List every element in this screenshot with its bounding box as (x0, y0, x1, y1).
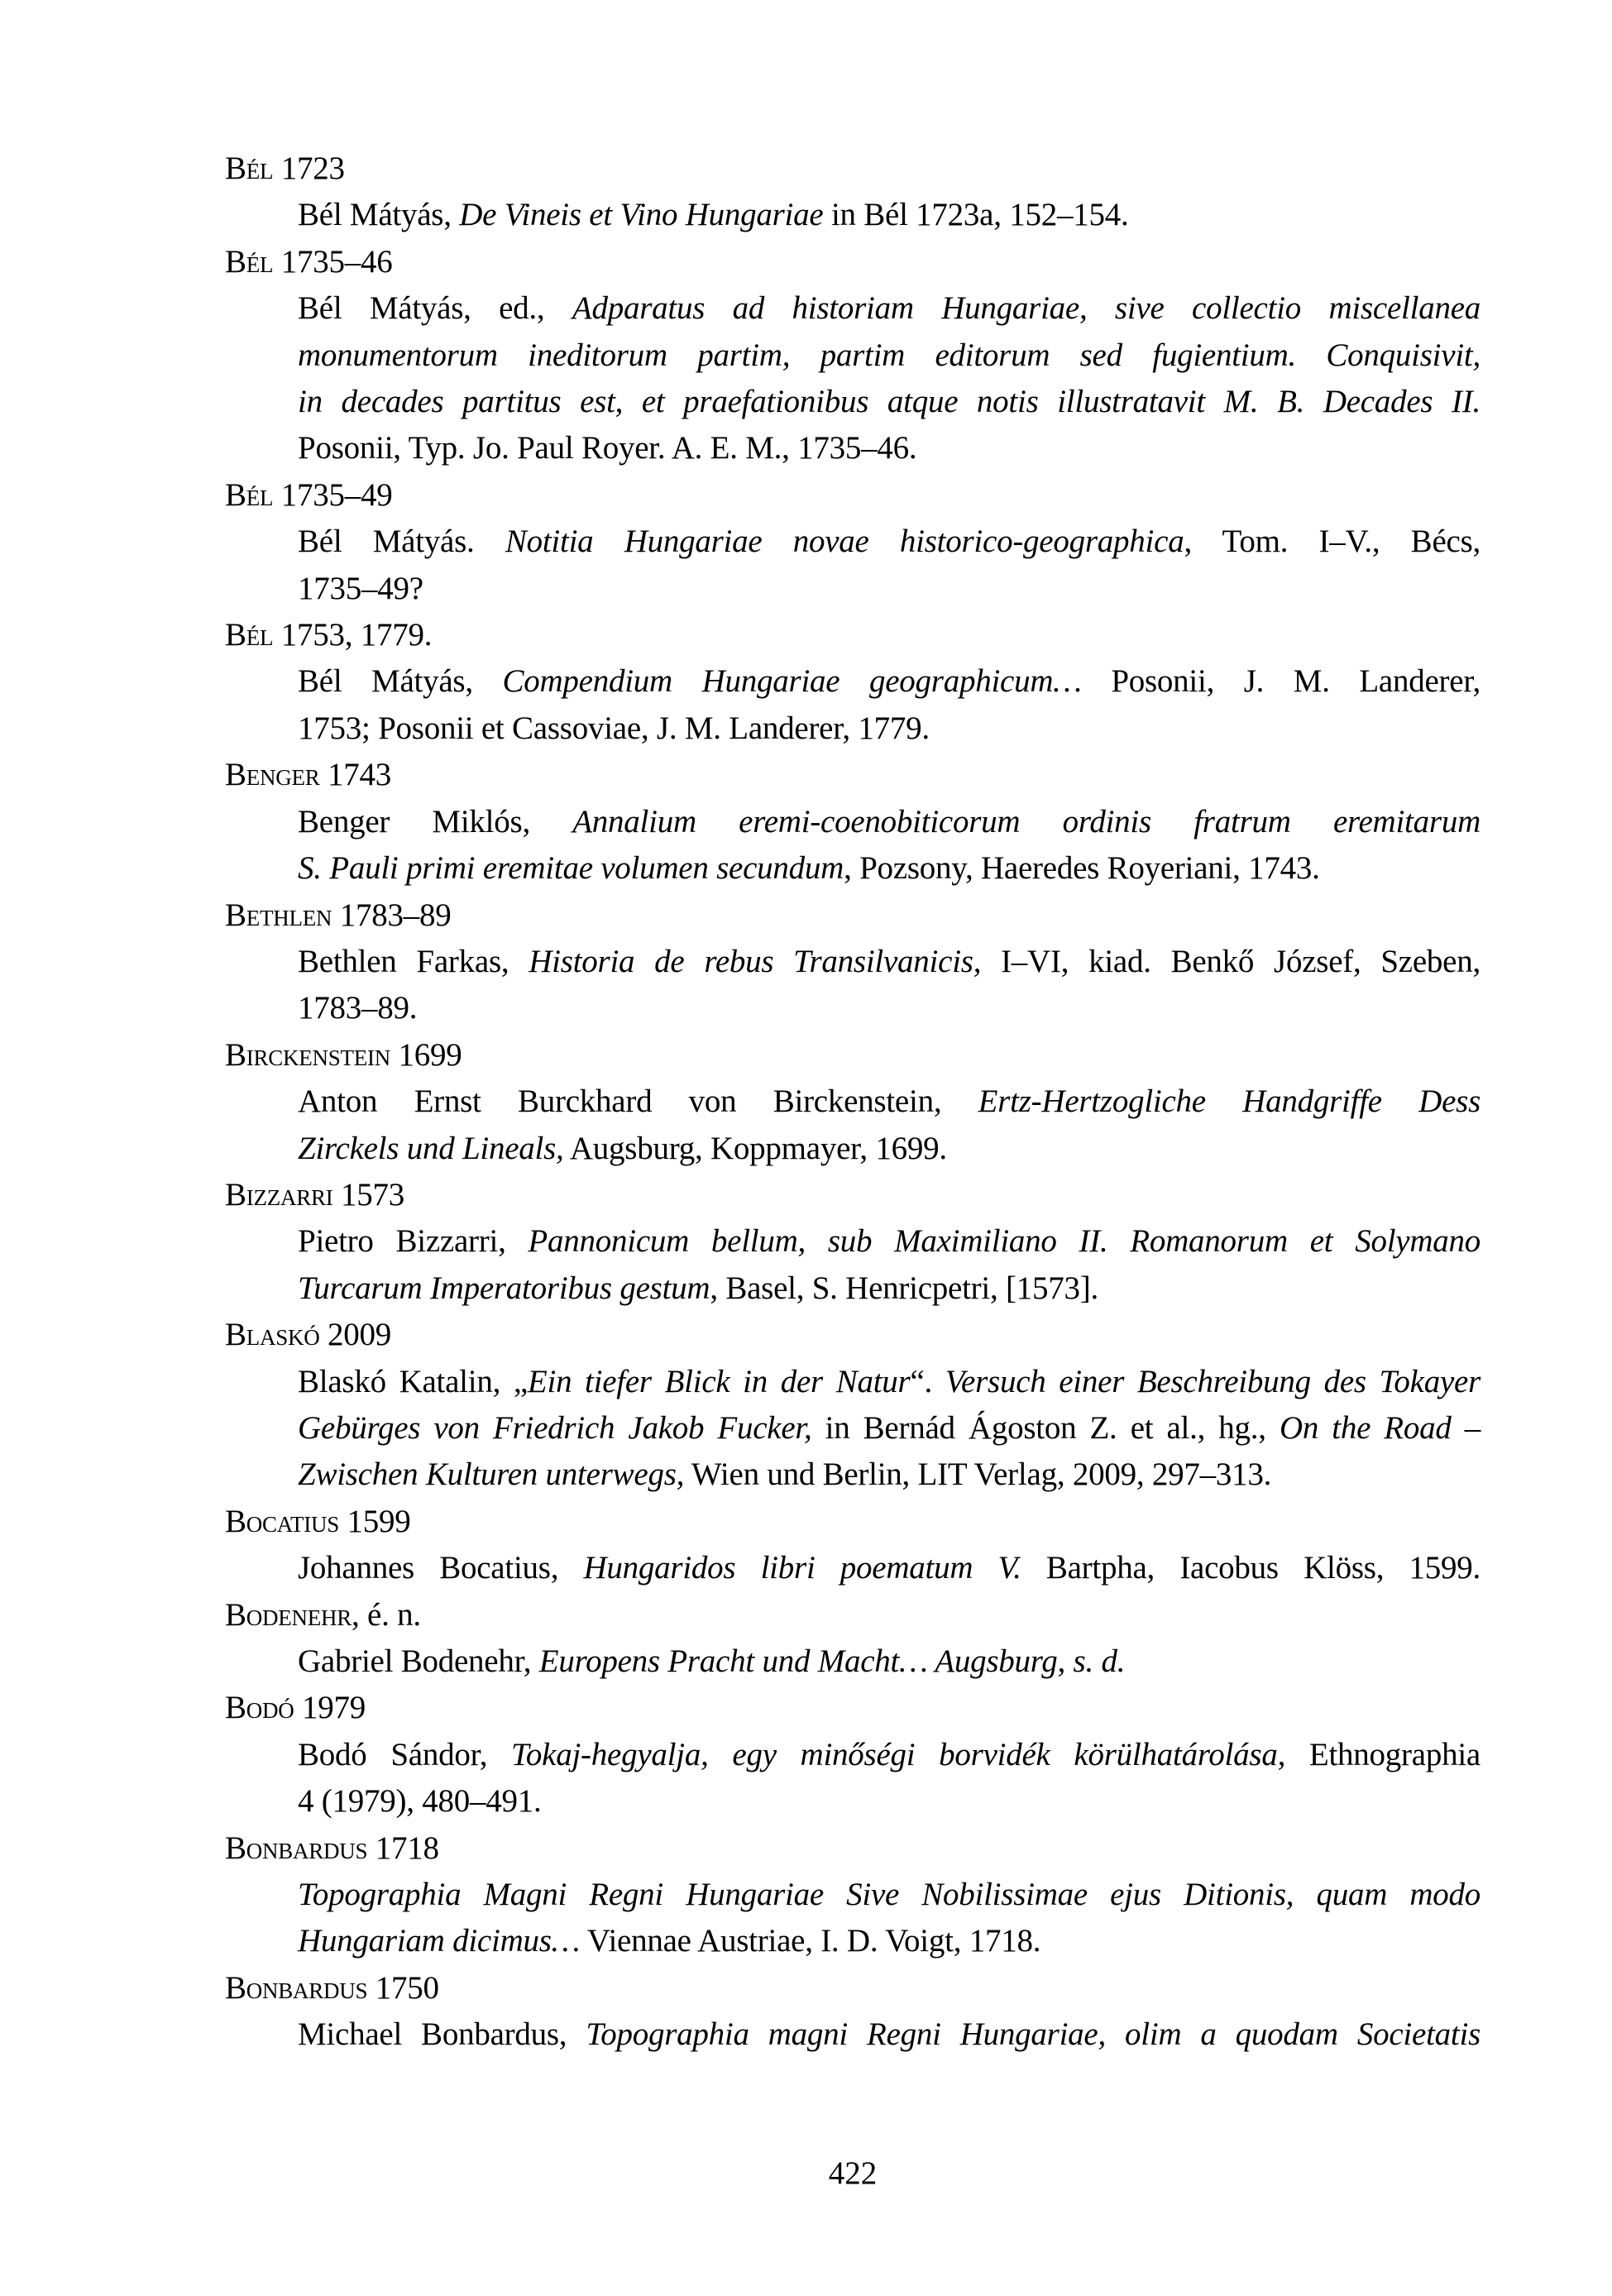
bibliography-entry (225, 1312, 1480, 1499)
entry-label-citekey: Bethlen 1783–89 (225, 897, 452, 933)
plain-text: , Basel, S. Henricpetri, [1573]. (710, 1270, 1098, 1306)
entry-label-citekey: Bél 1723 (225, 151, 345, 186)
entry-label (225, 1965, 1480, 2011)
entry-label-citekey: Bél 1735–46 (225, 243, 393, 280)
entry-label (225, 1592, 1480, 1638)
entry-line (225, 985, 1480, 1031)
entry-label (225, 752, 1480, 798)
plain-text: “. (910, 1363, 945, 1399)
bibliography-entry (225, 1499, 1480, 1592)
plain-text: I–VI, kiad. Benkő József, Szeben, (981, 943, 1480, 979)
entry-label (225, 146, 1480, 192)
title-text: Zirckels und Lineals, (298, 1130, 564, 1166)
title-text: Ein tiefer Blick in der Natur (527, 1363, 911, 1399)
plain-text: Johannes Bocatius, (298, 1550, 584, 1586)
plain-text: Posonii, Typ. Jo. Paul Royer. A. E. M., 1735–46. (298, 430, 917, 466)
title-text: Tokaj-hegyalja, egy minőségi borvidék körülhatárolása, (511, 1736, 1286, 1772)
plain-text: Pietro Bizzarri, (298, 1223, 529, 1260)
entry-line (225, 1872, 1480, 1918)
title-text: Europens Pracht und Macht… Augsburg, s. d. (538, 1643, 1126, 1679)
entry-label (225, 1032, 1480, 1079)
plain-text: Bél Mátyás, ed., (298, 290, 572, 327)
title-text: in decades partitus est, et praefationibus atque notis illustratavit M. B. Decades II. (298, 384, 1480, 420)
entry-line (225, 1126, 1480, 1172)
entry-line (225, 519, 1480, 565)
entry-line (225, 1265, 1480, 1312)
plain-text: Gabriel Bodenehr, (298, 1643, 539, 1679)
bibliography-entry (225, 146, 1480, 239)
bibliography-entry (225, 1172, 1480, 1312)
title-text: Hungaridos libri poematum V. (583, 1550, 1021, 1586)
plain-text: 1735–49? (298, 570, 423, 606)
plain-text: in Bernád Ágoston Z. et al., hg., (811, 1409, 1280, 1446)
title-text: De Vineis et Vino Hungariae (459, 197, 824, 233)
entry-label-citekey: Bonbardus 1718 (225, 1830, 439, 1866)
entry-label-citekey: Bocatius 1599 (225, 1503, 411, 1539)
entry-label (225, 1685, 1480, 1731)
entry-label (225, 1312, 1480, 1358)
plain-text: Bél Mátyás, (298, 663, 503, 700)
plain-text: Anton Ernst Burckhard von Birckenstein, (298, 1083, 978, 1120)
entry-line (225, 2011, 1480, 2058)
entry-label (225, 472, 1480, 519)
entry-line (225, 845, 1480, 892)
bibliography-list (225, 146, 1480, 2059)
bibliography-entry (225, 892, 1480, 1032)
plain-text: , Pozsony, Haeredes Royeriani, 1743. (844, 850, 1320, 887)
title-text: Historia de rebus Transilvanicis, (529, 943, 982, 979)
bibliography-entry (225, 239, 1480, 472)
entry-line (225, 1918, 1480, 1964)
entry-line (225, 799, 1480, 845)
title-text: Topographia Magni Regni Hungariae Sive Nobilissimae ejus Ditionis, quam modo (298, 1877, 1480, 1913)
bibliography-entry (225, 1685, 1480, 1825)
plain-text: Wien und Berlin, LIT Verlag, 2009, 297–313. (684, 1457, 1272, 1493)
title-text: Zwischen Kulturen unterwegs, (298, 1457, 685, 1493)
entry-label (225, 1825, 1480, 1872)
entry-label (225, 1499, 1480, 1545)
bibliography-entry (225, 752, 1480, 892)
plain-text: Michael Bonbardus, (298, 2016, 586, 2053)
title-text: Gebürges von Friedrich Jakob Fucker, (298, 1409, 812, 1446)
entry-line (225, 1405, 1480, 1452)
entry-line (225, 706, 1480, 752)
entry-line (225, 1359, 1480, 1405)
title-text: Versuch einer Beschreibung des Tokayer (945, 1363, 1481, 1399)
title-text: Adparatus ad historiam Hungariae, sive collectio miscellanea (572, 290, 1481, 327)
title-text: monumentorum ineditorum partim, partim editorum sed fugientium. Conquisivit, (298, 337, 1480, 373)
page-number: 422 (828, 2155, 878, 2191)
plain-text: Bartpha, Iacobus Klöss, 1599. (1021, 1550, 1480, 1586)
title-text: Compendium Hungariae geographicum… (502, 663, 1082, 700)
plain-text: Bél Mátyás, (298, 197, 460, 233)
bibliography-entry (225, 612, 1480, 752)
entry-line (225, 1452, 1480, 1498)
title-text: Ertz-Hertzogliche Handgriffe Dess (978, 1083, 1480, 1120)
title-text: Pannonicum bellum, sub Maximiliano II. Romanorum et Solymano (528, 1223, 1480, 1260)
plain-text: Augsburg, Koppmayer, 1699. (563, 1130, 947, 1166)
bibliography-entry (225, 472, 1480, 612)
entry-label-citekey: Bodó 1979 (225, 1690, 366, 1726)
plain-text: Viennae Austriae, I. D. Voigt, 1718. (580, 1923, 1041, 1959)
entry-line (225, 1218, 1480, 1265)
entry-label-citekey: Benger 1743 (225, 757, 392, 793)
plain-text: Ethnographia (1285, 1736, 1480, 1772)
plain-text: Posonii, J. M. Landerer, (1081, 663, 1481, 700)
title-text: S. Pauli primi eremitae volumen secundum (298, 850, 844, 887)
entry-label (225, 1172, 1480, 1218)
plain-text: Blaskó Katalin, „ (298, 1363, 528, 1399)
plain-text: 4 (1979), 480–491. (298, 1783, 542, 1820)
title-text: Annalium eremi-coenobiticorum ordinis fratrum eremitarum (572, 803, 1480, 839)
plain-text: Benger Miklós, (298, 803, 573, 839)
bibliography-entry (225, 1032, 1480, 1172)
plain-text: 1753; Posonii et Cassoviae, J. M. Landerer, 1779. (298, 710, 930, 746)
plain-text: Bodó Sándor, (298, 1736, 512, 1772)
entry-line (225, 332, 1480, 379)
entry-line (225, 939, 1480, 985)
plain-text: Bethlen Farkas, (298, 943, 529, 979)
entry-label-citekey: Blaskó 2009 (225, 1317, 392, 1353)
entry-label (225, 892, 1480, 939)
bibliography-entry (225, 1965, 1480, 2059)
entry-label-citekey: Birckenstein 1699 (225, 1036, 462, 1073)
entry-label-suffix: é. n. (359, 1596, 421, 1633)
entry-line (225, 425, 1480, 471)
entry-line (225, 1079, 1480, 1125)
entry-label-citekey: Bodenehr, (225, 1596, 360, 1633)
entry-label-citekey: Bonbardus 1750 (225, 1969, 439, 2006)
entry-line (225, 658, 1480, 705)
plain-text: 1783–89. (298, 990, 418, 1026)
title-text: Turcarum Imperatoribus gestum (298, 1270, 710, 1306)
title-text: Topographia magni Regni Hungariae, olim a quodam Societatis (586, 2016, 1481, 2053)
entry-line (225, 379, 1480, 425)
plain-text: Bél Mátyás. (298, 524, 505, 560)
title-text: Notitia Hungariae novae historico-geographica (505, 524, 1184, 560)
entry-line (225, 1778, 1480, 1825)
entry-line (225, 192, 1480, 238)
entry-label (225, 239, 1480, 285)
entry-label-citekey: Bél 1753, 1779. (225, 617, 433, 653)
bibliography-entry (225, 1825, 1480, 1965)
plain-text: in Bél 1723a, 152–154. (823, 197, 1129, 233)
entry-line (225, 285, 1480, 332)
entry-label (225, 612, 1480, 658)
plain-text: , Tom. I–V., Bécs, (1184, 524, 1480, 560)
entry-line (225, 1545, 1480, 1591)
entry-line (225, 1638, 1480, 1685)
entry-line (225, 1732, 1480, 1778)
title-text: Hungariam dicimus… (298, 1923, 581, 1959)
bibliography-entry (225, 1592, 1480, 1686)
title-text: On the Road – (1279, 1409, 1481, 1446)
entry-label-citekey: Bizzarri 1573 (225, 1176, 404, 1213)
entry-line (225, 566, 1480, 612)
entry-label-citekey: Bél 1735–49 (225, 476, 393, 513)
